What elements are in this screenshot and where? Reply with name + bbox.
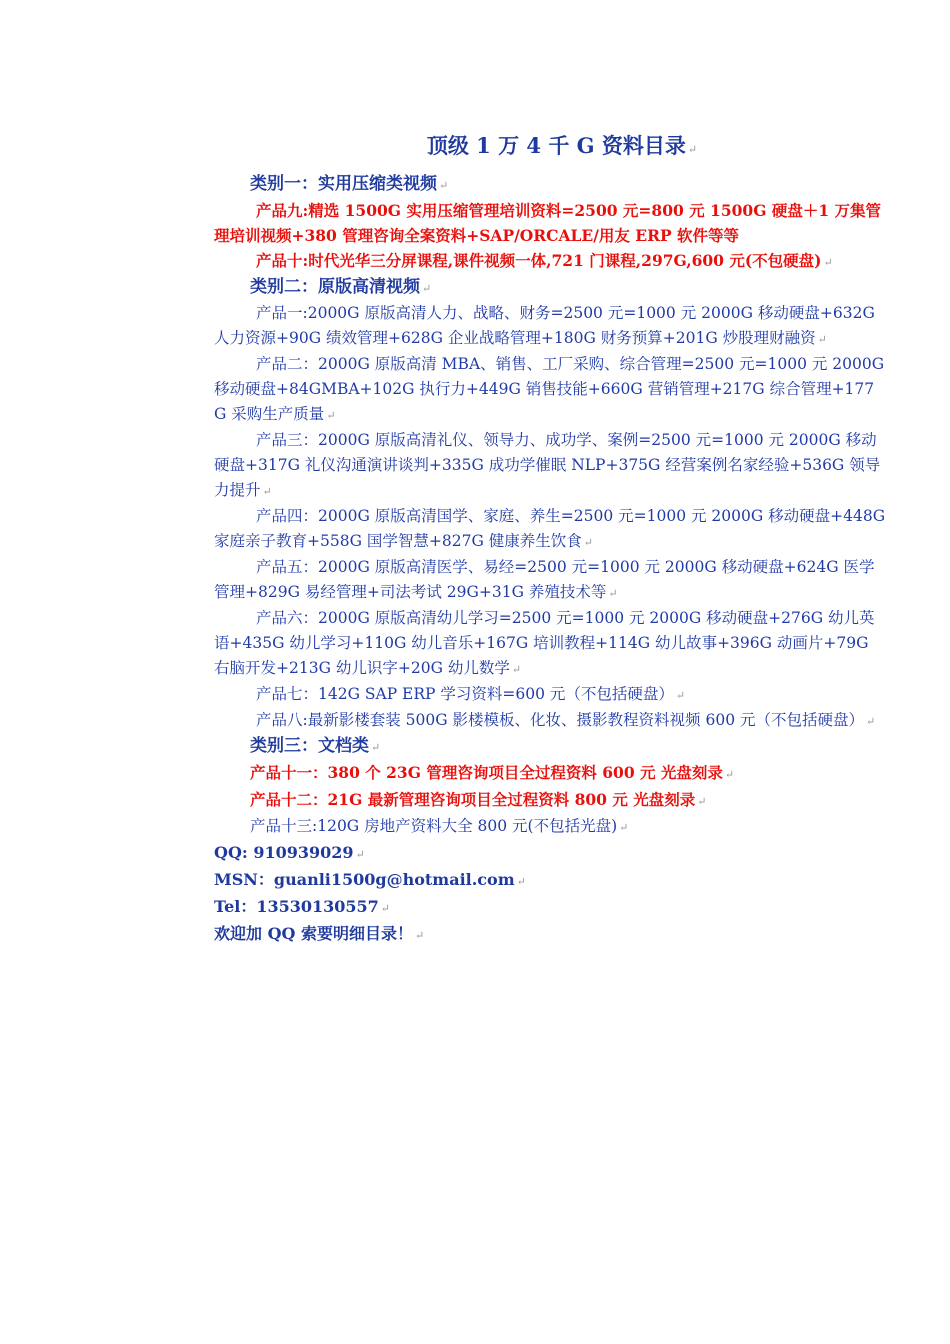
category-2-label: 类别二：原版高清视频 [250,277,420,297]
return-mark-icon: ↵ [415,929,425,942]
product-11-text: 产品十一：380 个 23G 管理咨询项目全过程资料 600 元 光盘刻录 [250,763,723,782]
product-1 [214,301,886,352]
product-12-text: 产品十二：21G 最新管理咨询项目全过程资料 800 元 光盘刻录 [250,790,696,809]
product-3 [214,428,886,504]
return-mark-icon: ↵ [697,795,707,808]
qq-number: QQ: 910939029 [214,843,354,862]
product-1-text: 产品一:2000G 原版高清人力、战略、财务=2500 元=1000 元 2000G 移动硬盘+632G 人力资源+90G 绩效管理+628G 企业战略管理+180G 财务预算+201G 炒股理财融资 [214,304,875,347]
return-mark-icon: ↵ [439,179,449,192]
product-7-text: 产品七：142G SAP ERP 学习资料=600 元（不包括硬盘） [256,685,674,703]
product-10 [214,248,886,275]
category-2-heading [214,275,886,301]
catalog-document [214,128,886,948]
product-9-text: 产品九:精选 1500G 实用压缩管理培训资料=2500 元=800 元 1500G 硬盘＋1 万集管理培训视频+380 管理咨询全案资料+SAP/ORCALE/用友 ERP 软件等等 [214,201,882,245]
return-mark-icon: ↵ [355,848,365,861]
return-mark-icon: ↵ [583,536,593,549]
product-7 [214,682,886,708]
product-8-text: 产品八:最新影楼套装 500G 影楼模板、化妆、摄影教程资料视频 600 元（不包括硬盘） [256,711,864,729]
return-mark-icon: ↵ [724,768,735,781]
return-mark-icon: ↵ [865,715,876,728]
product-5 [214,555,886,606]
product-13-text: 产品十三:120G 房地产资料大全 800 元(不包括光盘) [250,817,618,835]
product-9 [214,198,886,248]
contact-msn [214,867,886,894]
return-mark-icon: ↵ [371,741,381,754]
product-6 [214,606,886,682]
contact-qq [214,840,886,867]
return-mark-icon: ↵ [817,333,827,346]
contact-note [214,921,886,948]
return-mark-icon: ↵ [326,409,336,422]
product-11 [214,760,886,787]
return-mark-icon: ↵ [422,282,432,295]
product-4 [214,504,886,555]
product-6-text: 产品六：2000G 原版高清幼儿学习=2500 元=1000 元 2000G 移动硬盘+276G 幼儿英语+435G 幼儿学习+110G 幼儿音乐+167G 培训教程+114G 幼儿故事+396G 动画片+79G 右脑开发+213G 幼儿识字+20G 幼儿数学 [214,609,875,677]
return-mark-icon: ↵ [675,689,686,702]
return-mark-icon: ↵ [262,485,272,498]
product-10-text: 产品十:时代光华三分屏课程,课件视频一体,721 门课程,297G,600 元(不包硬盘) [256,251,822,270]
product-5-text: 产品五：2000G 原版高清医学、易经=2500 元=1000 元 2000G 移动硬盘+624G 医学管理+829G 易经管理+司法考试 29G+31G 养殖技术等 [214,558,875,601]
tel-number: Tel：13530130557 [214,897,379,916]
return-mark-icon: ↵ [511,663,522,676]
product-2-text: 产品二：2000G 原版高清 MBA、销售、工厂采购、综合管理=2500 元=1000 元 2000G 移动硬盘+84GMBA+102G 执行力+449G 销售技能+660G 营销管理+217G 综合管理+177G 采购生产质量 [214,355,885,423]
category-1-label: 类别一：实用压缩类视频 [250,174,437,194]
product-8 [214,708,886,734]
contact-note-text: 欢迎加 QQ 索要明细目录！ [214,924,414,943]
product-12 [214,787,886,814]
product-2 [214,352,886,428]
return-mark-icon: ↵ [516,875,526,888]
category-1-heading [214,172,886,198]
return-mark-icon: ↵ [619,821,629,834]
product-4-text: 产品四：2000G 原版高清国学、家庭、养生=2500 元=1000 元 2000G 移动硬盘+448G 家庭亲子教育+558G 国学智慧+827G 健康养生饮食 [214,507,886,550]
return-mark-icon: ↵ [687,143,698,156]
category-3-label: 类别三：文档类 [250,736,369,756]
contact-tel [214,894,886,921]
title-text: 顶级 1 万 4 千 G 资料目录 [426,133,686,158]
msn-address: MSN：guanli1500g@hotmail.com [214,870,515,889]
document-title [214,128,886,168]
product-3-text: 产品三：2000G 原版高清礼仪、领导力、成功学、案例=2500 元=1000 元 2000G 移动硬盘+317G 礼仪沟通演讲谈判+335G 成功学催眠 NLP+375G 经营案例名家经验+536G 领导力提升 [214,431,881,499]
return-mark-icon: ↵ [380,902,391,915]
return-mark-icon: ↵ [823,256,833,269]
category-3-heading [214,734,886,760]
product-13 [214,814,886,840]
return-mark-icon: ↵ [608,587,618,600]
